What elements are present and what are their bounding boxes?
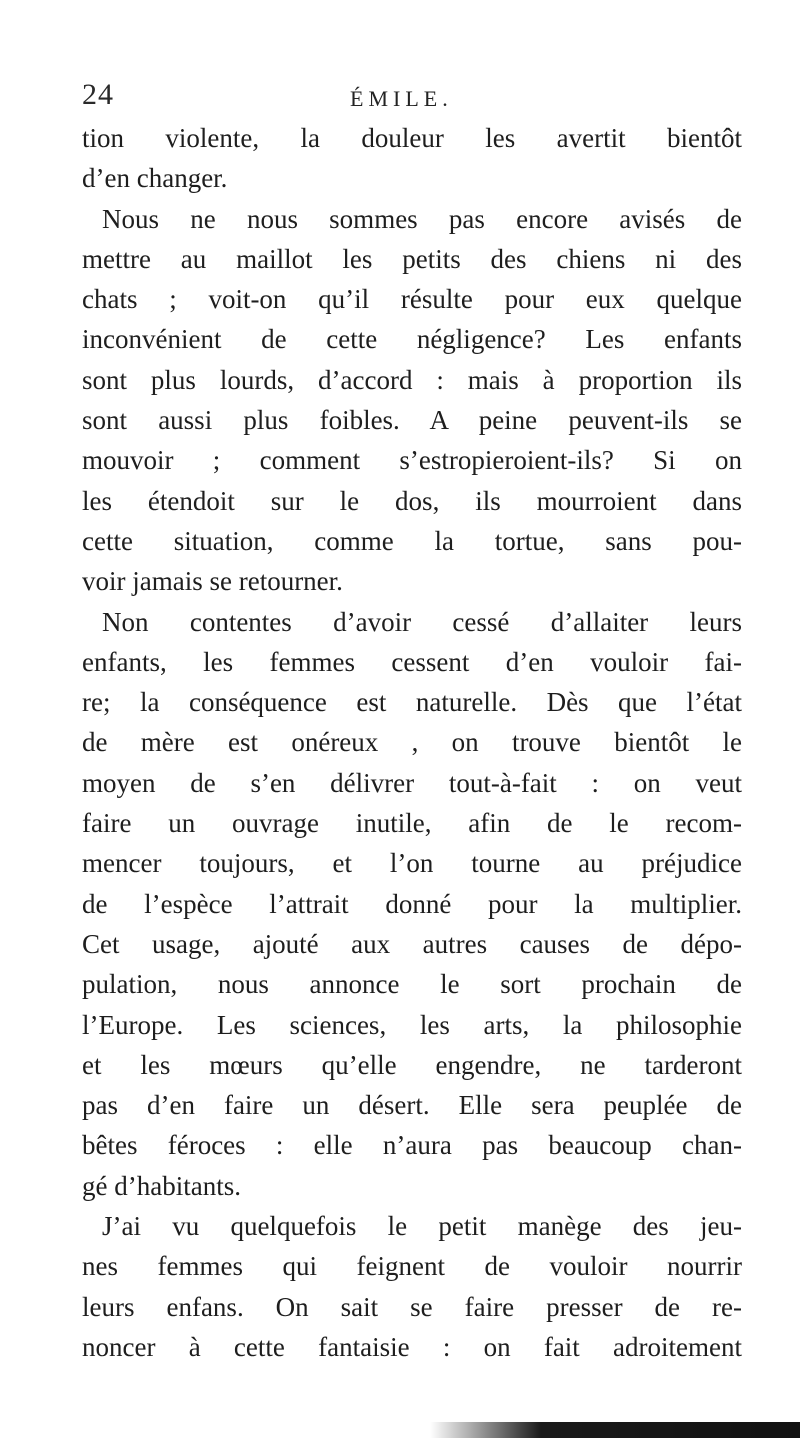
text-line: mencer toujours, et l’on tourne au préjudice xyxy=(82,848,742,879)
paragraph-start-line: J’ai vu quelquefois le petit manège des jeu- xyxy=(102,1211,742,1242)
paragraph-start-line: Non contentes d’avoir cessé d’allaiter leurs xyxy=(102,606,742,637)
text-line: les étendoit sur le dos, ils mourroient dans xyxy=(82,485,742,516)
text-line: re; la conséquence est naturelle. Dès que l’état xyxy=(82,687,742,718)
text-line: pulation, nous annonce le sort prochain de xyxy=(82,969,742,1000)
text-line: et les mœurs qu’elle engendre, ne tarderont xyxy=(82,1049,742,1080)
text-line: cette situation, comme la tortue, sans pou- xyxy=(82,525,742,556)
text-line: bêtes féroces : elle n’aura pas beaucoup chan- xyxy=(82,1130,742,1161)
text-line: mettre au maillot les petits des chiens ni des xyxy=(82,243,742,274)
text-line: inconvénient de cette négligence? Les enfants xyxy=(82,324,742,355)
text-line: pas d’en faire un désert. Elle sera peuplée de xyxy=(82,1090,742,1121)
text-line: sont aussi plus foibles. A peine peuvent-ils se xyxy=(82,405,742,436)
text-line: leurs enfans. On sait se faire presser de re- xyxy=(82,1291,742,1322)
scan-edge-shadow xyxy=(430,1422,800,1438)
text-line: moyen de s’en délivrer tout-à-fait : on veut xyxy=(82,767,742,798)
text-line: gé d’habitants. xyxy=(82,1170,241,1201)
text-line: de mère est onéreux , on trouve bientôt le xyxy=(82,727,742,758)
text-line: enfants, les femmes cessent d’en vouloir fai- xyxy=(82,646,742,677)
paragraph-start-line: Nous ne nous sommes pas encore avisés de xyxy=(102,203,742,234)
text-line: Cet usage, ajouté aux autres causes de dépo- xyxy=(82,928,742,959)
text-line: de l’espèce l’attrait donné pour la multiplier. xyxy=(82,888,742,919)
text-line: tion violente, la douleur les avertit bientôt xyxy=(82,123,742,153)
text-line: faire un ouvrage inutile, afin de le recom- xyxy=(82,808,742,839)
running-head xyxy=(80,78,720,118)
text-line: chats ; voit-on qu’il résulte pour eux quelque xyxy=(82,284,742,315)
text-line: voir jamais se retourner. xyxy=(82,566,343,597)
body-text xyxy=(82,118,742,1367)
text-line: noncer à cette fantaisie : on fait adroitement xyxy=(82,1331,742,1362)
running-title: ÉMILE. xyxy=(350,86,453,111)
page-number: 24 xyxy=(82,78,114,111)
text-line: mouvoir ; comment s’estropieroient-ils? Si on xyxy=(82,445,742,476)
text-line: l’Europe. Les sciences, les arts, la philosophie xyxy=(82,1009,742,1040)
text-line: d’en changer. xyxy=(82,163,228,194)
text-line: sont plus lourds, d’accord : mais à proportion ils xyxy=(82,364,742,395)
text-line: nes femmes qui feignent de vouloir nourrir xyxy=(82,1251,742,1282)
